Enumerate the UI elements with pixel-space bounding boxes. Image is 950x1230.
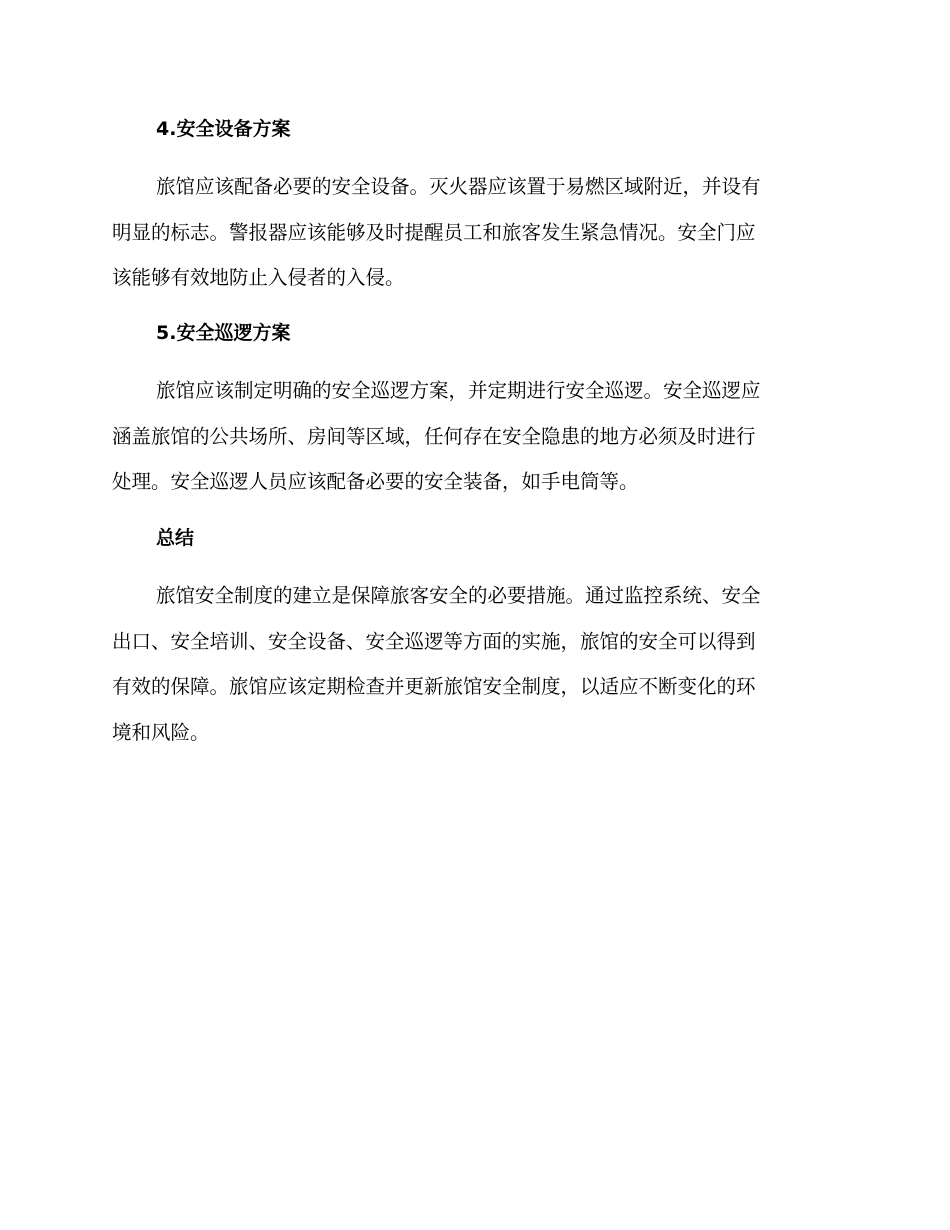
paragraph-line: 旅馆应该配备必要的安全设备。灭火器应该置于易燃区域附近，并设有 <box>156 175 761 198</box>
section-paragraph-safety-patrol <box>112 368 832 505</box>
paragraph-line: 境和风险。 <box>112 720 210 744</box>
section-heading-safety-equipment: 4.安全设备方案 <box>156 118 291 140</box>
paragraph-line: 处理。安全巡逻人员应该配备必要的安全装备，如手电筒等。 <box>112 470 639 493</box>
section-heading-safety-patrol: 5.安全巡逻方案 <box>156 322 291 344</box>
paragraph-line: 旅馆应该制定明确的安全巡逻方案，并定期进行安全巡逻。安全巡逻应 <box>156 379 761 402</box>
paragraph-line: 涵盖旅馆的公共场所、房间等区域，任何存在安全隐患的地方必须及时进行 <box>112 424 756 448</box>
section-paragraph-safety-equipment <box>112 164 832 301</box>
paragraph-line: 旅馆安全制度的建立是保障旅客安全的必要措施。通过监控系统、安全 <box>156 584 761 607</box>
section-heading-summary: 总结 <box>156 527 195 549</box>
paragraph-line: 明显的标志。警报器应该能够及时提醒员工和旅客发生紧急情况。安全门应 <box>112 220 756 244</box>
paragraph-line: 该能够有效地防止入侵者的入侵。 <box>112 266 405 289</box>
paragraph-line: 有效的保障。旅馆应该定期检查并更新旅馆安全制度，以适应不断变化的环 <box>112 675 756 698</box>
paragraph-line: 出口、安全培训、安全设备、安全巡逻等方面的实施，旅馆的安全可以得到 <box>112 629 756 653</box>
section-paragraph-summary <box>112 573 832 755</box>
